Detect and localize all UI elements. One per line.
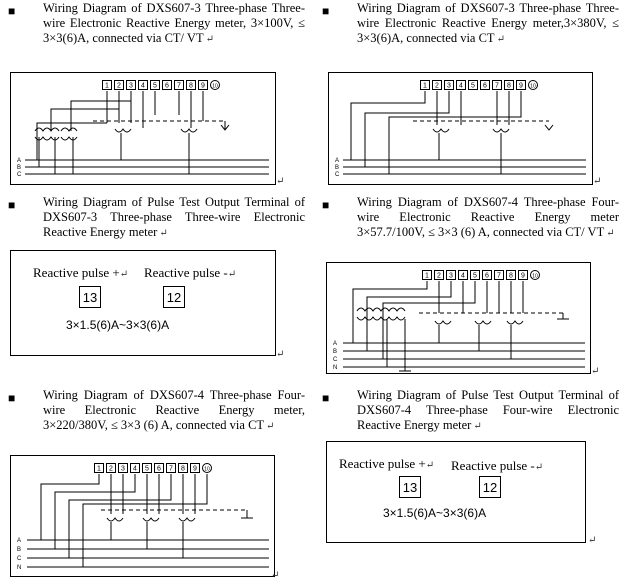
caption-section-5 bbox=[43, 388, 305, 434]
phase-label: B bbox=[17, 547, 22, 553]
terminal-number: 5 bbox=[153, 82, 157, 90]
terminal-1 bbox=[103, 81, 112, 90]
caption-section-4 bbox=[357, 195, 619, 241]
terminal-number: 10 bbox=[530, 83, 536, 90]
terminal-number: 8 bbox=[507, 82, 511, 90]
terminal-number: 6 bbox=[157, 465, 161, 473]
pulse-neg-text: Reactive pulse - bbox=[144, 265, 228, 280]
terminal-1 bbox=[95, 464, 104, 473]
terminal-8 bbox=[505, 81, 514, 90]
terminal-number: 1 bbox=[105, 82, 109, 90]
terminal-6 bbox=[155, 464, 164, 473]
terminal-13: 13 bbox=[399, 476, 421, 498]
phase-label: B bbox=[335, 165, 340, 171]
terminal-strip bbox=[95, 464, 212, 473]
return-mark-icon: ↵ bbox=[606, 228, 615, 239]
terminal-7 bbox=[495, 271, 504, 280]
terminal-8 bbox=[507, 271, 516, 280]
phase-label: A bbox=[335, 158, 340, 164]
phase-label: N bbox=[17, 565, 22, 571]
reactive-pulse-pos-label bbox=[339, 456, 434, 472]
pulse-output-box-1 bbox=[10, 250, 276, 356]
terminal-4 bbox=[139, 81, 148, 90]
terminal-number: 6 bbox=[483, 82, 487, 90]
caption-section-2 bbox=[357, 1, 619, 47]
return-mark-icon: ↵ bbox=[227, 269, 237, 280]
terminal-number: 1 bbox=[425, 272, 429, 280]
terminal-number: 1 bbox=[423, 82, 427, 90]
terminal-3 bbox=[445, 81, 454, 90]
terminal-10 bbox=[203, 464, 212, 473]
reactive-pulse-neg-label bbox=[451, 458, 543, 474]
terminal-number: 4 bbox=[459, 82, 463, 90]
terminal-number: 10 bbox=[212, 83, 218, 90]
terminal-1 bbox=[421, 81, 430, 90]
terminal-6 bbox=[483, 271, 492, 280]
phase-label: C bbox=[335, 172, 340, 178]
bullet-icon: ■ bbox=[322, 4, 330, 18]
caption-text: Wiring Diagram of Pulse Test Output Terminal of DXS607-3 Three-phase Three-wire Electronic Reactive Energy meter bbox=[43, 195, 305, 239]
terminal-3 bbox=[447, 271, 456, 280]
terminal-number: 8 bbox=[509, 272, 513, 280]
terminal-number: 6 bbox=[165, 82, 169, 90]
caption-text: Wiring Diagram of DXS607-3 Three-phase Three-wire Electronic Reactive Energy meter,3×380V, ≤ 3×3(6)A, connected via CT bbox=[357, 1, 619, 45]
phase-label: A bbox=[17, 538, 22, 544]
return-mark-icon: ↵ bbox=[588, 535, 597, 546]
return-mark-icon: ↵ bbox=[159, 228, 168, 239]
return-mark-icon: ↵ bbox=[205, 34, 214, 45]
return-mark-icon: ↵ bbox=[593, 176, 602, 187]
phase-label: A bbox=[333, 341, 338, 347]
terminal-strip bbox=[423, 271, 540, 280]
wiring-diagram-2 bbox=[328, 72, 593, 185]
terminal-10 bbox=[529, 81, 538, 90]
terminal-9 bbox=[199, 81, 208, 90]
return-mark-icon: ↵ bbox=[496, 34, 505, 45]
reactive-pulse-pos-label bbox=[33, 265, 128, 281]
terminal-3 bbox=[119, 464, 128, 473]
wiring-diagram-5 bbox=[10, 455, 275, 577]
terminal-6 bbox=[481, 81, 490, 90]
terminal-number: 2 bbox=[109, 465, 113, 473]
terminal-9 bbox=[517, 81, 526, 90]
terminal-number: 7 bbox=[497, 272, 501, 280]
pulse-pos-text: Reactive pulse + bbox=[339, 456, 426, 471]
return-mark-icon: ↵ bbox=[266, 421, 275, 432]
terminal-7 bbox=[493, 81, 502, 90]
pulse-pos-text: Reactive pulse + bbox=[33, 265, 120, 280]
terminal-number: 10 bbox=[204, 466, 210, 473]
wiring-diagram-5-svg bbox=[11, 456, 276, 578]
terminal-number: 5 bbox=[473, 272, 477, 280]
terminal-number: 5 bbox=[471, 82, 475, 90]
phase-label: C bbox=[17, 556, 22, 562]
current-rating: 3×1.5(6)A~3×3(6)A bbox=[383, 506, 487, 520]
return-mark-icon: ↵ bbox=[276, 176, 285, 187]
terminal-number: 3 bbox=[121, 465, 125, 473]
terminal-7 bbox=[175, 81, 184, 90]
bullet-icon: ■ bbox=[8, 198, 16, 212]
terminal-5 bbox=[471, 271, 480, 280]
terminal-number: 3 bbox=[449, 272, 453, 280]
return-mark-icon: ↵ bbox=[425, 460, 435, 471]
terminal-number: 7 bbox=[177, 82, 181, 90]
phase-label: N bbox=[333, 365, 338, 371]
phase-label: B bbox=[333, 349, 338, 355]
terminal-1 bbox=[423, 271, 432, 280]
terminal-3 bbox=[127, 81, 136, 90]
caption-section-1 bbox=[43, 1, 305, 47]
terminal-2 bbox=[107, 464, 116, 473]
current-rating: 3×1.5(6)A~3×3(6)A bbox=[66, 318, 170, 332]
terminal-8 bbox=[179, 464, 188, 473]
terminal-2 bbox=[115, 81, 124, 90]
wiring-diagram-4 bbox=[326, 262, 591, 374]
phase-label: A bbox=[17, 158, 22, 164]
caption-text: Wiring Diagram of DXS607-4 Three-phase Four-wire Electronic Reactive Energy meter, 3×220/380V, ≤ 3×3 (6) A, connected via CT bbox=[43, 388, 305, 432]
return-mark-icon: ↵ bbox=[119, 269, 129, 280]
terminal-2 bbox=[435, 271, 444, 280]
terminal-13: 13 bbox=[79, 286, 101, 308]
wiring-diagram-1-svg bbox=[11, 73, 277, 186]
terminal-number: 2 bbox=[117, 82, 121, 90]
terminal-10 bbox=[211, 81, 220, 90]
caption-section-6 bbox=[357, 388, 619, 434]
terminal-9 bbox=[519, 271, 528, 280]
caption-section-3 bbox=[43, 195, 305, 241]
return-mark-icon: ↵ bbox=[473, 421, 482, 432]
bullet-icon: ■ bbox=[8, 391, 16, 405]
wiring-diagram-4-svg bbox=[327, 263, 592, 375]
terminal-6 bbox=[163, 81, 172, 90]
pulse-output-box-2 bbox=[326, 441, 586, 543]
return-mark-icon: ↵ bbox=[534, 462, 544, 473]
terminal-number: 1 bbox=[97, 465, 101, 473]
terminal-2 bbox=[433, 81, 442, 90]
terminal-number: 4 bbox=[133, 465, 137, 473]
terminal-number: 2 bbox=[437, 272, 441, 280]
terminal-number: 3 bbox=[447, 82, 451, 90]
terminal-4 bbox=[131, 464, 140, 473]
terminal-7 bbox=[167, 464, 176, 473]
phase-label: C bbox=[17, 172, 22, 178]
terminal-4 bbox=[459, 271, 468, 280]
terminal-number: 9 bbox=[193, 465, 197, 473]
terminal-10 bbox=[531, 271, 540, 280]
terminal-12: 12 bbox=[479, 476, 501, 498]
return-mark-icon: ↵ bbox=[276, 349, 285, 360]
phase-label: B bbox=[17, 165, 22, 171]
phase-label: C bbox=[333, 357, 338, 363]
return-mark-icon: ↵ bbox=[271, 570, 280, 581]
caption-text: Wiring Diagram of Pulse Test Output Terminal of DXS607-4 Three-phase Four-wire Electronic Reactive Energy meter bbox=[357, 388, 619, 432]
pulse-neg-text: Reactive pulse - bbox=[451, 458, 535, 473]
terminal-strip bbox=[103, 81, 220, 90]
bullet-icon: ■ bbox=[322, 391, 330, 405]
caption-text: Wiring Diagram of DXS607-4 Three-phase Four-wire Electronic Reactive Energy meter 3×57.7/100V, ≤ 3×3 (6) A, connected via CT/ VT bbox=[357, 195, 619, 239]
terminal-number: 9 bbox=[519, 82, 523, 90]
bullet-icon: ■ bbox=[8, 4, 16, 18]
terminal-number: 8 bbox=[189, 82, 193, 90]
caption-text: Wiring Diagram of DXS607-3 Three-phase Three-wire Electronic Reactive Energy meter, 3×100V, ≤ 3×3(6)A, connected via CT/ VT bbox=[43, 1, 305, 45]
terminal-number: 5 bbox=[145, 465, 149, 473]
terminal-strip bbox=[421, 81, 538, 90]
terminal-number: 7 bbox=[169, 465, 173, 473]
terminal-number: 6 bbox=[485, 272, 489, 280]
terminal-4 bbox=[457, 81, 466, 90]
terminal-5 bbox=[151, 81, 160, 90]
terminal-5 bbox=[469, 81, 478, 90]
terminal-12: 12 bbox=[163, 286, 185, 308]
terminal-number: 8 bbox=[181, 465, 185, 473]
terminal-number: 2 bbox=[435, 82, 439, 90]
terminal-8 bbox=[187, 81, 196, 90]
terminal-number: 3 bbox=[129, 82, 133, 90]
wiring-diagram-1 bbox=[10, 72, 276, 185]
bullet-icon: ■ bbox=[322, 198, 330, 212]
reactive-pulse-neg-label bbox=[144, 265, 236, 281]
terminal-number: 4 bbox=[141, 82, 145, 90]
terminal-number: 10 bbox=[532, 273, 538, 280]
terminal-number: 4 bbox=[461, 272, 465, 280]
terminal-9 bbox=[191, 464, 200, 473]
terminal-5 bbox=[143, 464, 152, 473]
wiring-diagram-2-svg bbox=[329, 73, 594, 186]
return-mark-icon: ↵ bbox=[591, 366, 600, 377]
terminal-number: 9 bbox=[521, 272, 525, 280]
terminal-number: 7 bbox=[495, 82, 499, 90]
terminal-number: 9 bbox=[201, 82, 205, 90]
